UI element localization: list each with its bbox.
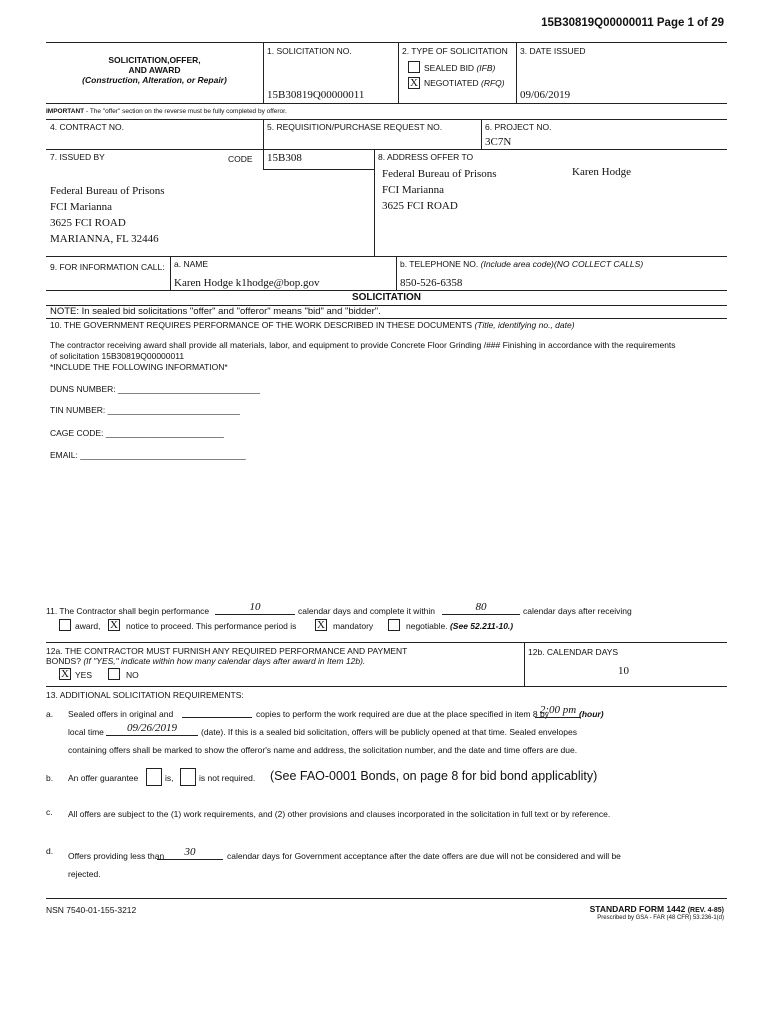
notice-to-proceed-checkbox[interactable]: X	[108, 619, 120, 631]
work-description-label-text: 10. THE GOVERNMENT REQUIRES PERFORMANCE OF THE WORK DESCRIBED IN THESE DOCUMENTS	[50, 320, 473, 330]
rule	[263, 119, 264, 149]
form-title	[46, 55, 263, 85]
bonds-question-line: 12a. THE CONTRACTOR MUST FURNISH ANY REQUIRED PERFORMANCE AND PAYMENT	[46, 646, 408, 656]
item-letter: b.	[46, 773, 54, 783]
item-letter: c.	[46, 807, 53, 817]
copies-text: copies to perform the work required are due at the place specified in item 8 by	[256, 709, 549, 719]
project-no-value: 3C7N	[485, 136, 512, 148]
rule	[398, 42, 399, 103]
negotiated-checkbox[interactable]: X	[408, 77, 420, 89]
important-bold: IMPORTANT	[46, 108, 85, 115]
rule	[46, 898, 727, 899]
offer-guarantee-text: An offer guarantee	[68, 773, 139, 783]
name-value: Karen Hodge k1hodge@bop.gov	[174, 277, 320, 289]
rule	[46, 103, 727, 104]
name-label: a. NAME	[174, 259, 209, 269]
envelope-text: containing offers shall be marked to show the offeror's name and address, the solicitation number, and the date and time offers are due.	[68, 745, 578, 755]
rule	[516, 42, 517, 103]
rule	[46, 642, 727, 643]
item-letter: a.	[46, 709, 54, 719]
description-line: of solicitation 15B30819Q00000011	[50, 351, 185, 361]
bonds-yes-label: YES	[75, 670, 93, 680]
code-value: 15B308	[267, 152, 302, 164]
info-call-label: 9. FOR INFORMATION CALL:	[50, 262, 165, 272]
guarantee-is-label: is,	[165, 773, 174, 783]
sealed-bid-abbr: (IFB)	[476, 63, 496, 73]
negotiable-text: negotiable.	[406, 621, 448, 631]
address-line: 3625 FCI ROAD	[382, 200, 458, 212]
solicitation-heading: SOLICITATION	[351, 292, 422, 303]
performance-receiving-text: calendar days after receiving	[523, 606, 632, 616]
local-time-label: local time	[68, 727, 104, 737]
negotiated-text: NEGOTIATED	[424, 78, 479, 88]
bond-note: (See FAO-0001 Bonds, on page 8 for bid bond applicablity)	[270, 769, 598, 783]
rule	[263, 169, 374, 170]
rejected-text: rejected.	[68, 869, 101, 879]
address-offer-lines	[382, 166, 497, 214]
copies-blank	[182, 705, 252, 718]
calendar-days-label: 12b. CALENDAR DAYS	[528, 647, 619, 657]
award-label: award,	[75, 621, 101, 631]
cage-code: CAGE CODE: _________________________	[50, 428, 224, 438]
duns-number: DUNS NUMBER: ______________________________	[50, 384, 260, 394]
important-text: - The "offer" section on the reverse must be fully completed by offeror.	[84, 108, 287, 115]
form-revision: (REV. 4-85)	[687, 907, 724, 914]
calendar-days-value: 10	[618, 665, 629, 677]
telephone-note: (Include area code)(NO COLLECT CALLS)	[480, 259, 644, 269]
bonds-question-italic: (If "YES," indicate within how many calendar days after award in Item 12b).	[83, 656, 366, 666]
date-issued-value: 09/06/2019	[520, 89, 571, 101]
page-header	[541, 17, 724, 29]
guarantee-not-label: is not required.	[199, 773, 256, 783]
due-time: 2:00 pm	[535, 705, 581, 718]
sealed-bid-text: (date). If this is a sealed bid solicitation, offers will be publicly opened at that time. Sealed envelopes	[201, 727, 577, 737]
mandatory-checkbox[interactable]: X	[315, 619, 327, 631]
form-number-text: STANDARD FORM 1442	[589, 904, 686, 914]
address-line: Federal Bureau of Prisons	[382, 168, 497, 180]
bonds-question-text: BONDS?	[46, 656, 81, 666]
address-line: MARIANNA, FL 32446	[50, 233, 159, 245]
project-no-label: 6. PROJECT NO.	[485, 122, 552, 132]
negotiated-abbr: (RFQ)	[481, 78, 505, 88]
complete-days: 80	[442, 602, 520, 615]
nsn-number: NSN 7540-01-155-3212	[46, 905, 137, 915]
form-title-line: (Construction, Alteration, or Repair)	[82, 75, 227, 85]
date-issued-label: 3. DATE ISSUED	[520, 46, 586, 56]
rule	[46, 318, 727, 319]
page-id: 15B30819Q00000011	[541, 17, 654, 29]
solicitation-no-label: 1. SOLICITATION NO.	[267, 46, 352, 56]
due-date: 09/26/2019	[106, 723, 198, 736]
form-title-line: AND AWARD	[128, 65, 181, 75]
rule	[46, 149, 727, 150]
prescribed-by: Prescribed by GSA - FAR (48 CFR) 53.236-1(d)	[597, 915, 724, 921]
negotiable-checkbox[interactable]	[388, 619, 400, 631]
performance-complete-text: calendar days and complete it within	[298, 606, 436, 616]
tin-number: TIN NUMBER: ____________________________	[50, 405, 240, 415]
rule	[374, 149, 375, 256]
address-line: Federal Bureau of Prisons	[50, 185, 165, 197]
offers-less-text: Offers providing less than	[68, 851, 165, 861]
solicitation-type-label: 2. TYPE OF SOLICITATION	[402, 46, 508, 56]
negotiable-reference: (See 52.211-10.)	[449, 621, 514, 631]
telephone-label	[400, 259, 643, 269]
begin-days: 10	[215, 602, 295, 615]
address-line: 3625 FCI ROAD	[50, 217, 126, 229]
description-line: The contractor receiving award shall provide all materials, labor, and equipment to provide Concrete Floor Grinding /### Finishing in accordance with the requirements	[50, 340, 676, 350]
rule	[263, 42, 264, 103]
bonds-no-label: NO	[126, 670, 139, 680]
additional-requirements-label: 13. ADDITIONAL SOLICITATION REQUIREMENTS:	[46, 690, 244, 700]
form-title-line: SOLICITATION,OFFER,	[108, 55, 201, 65]
issued-by-address	[50, 183, 165, 247]
rule	[524, 642, 525, 686]
negotiated-label	[424, 78, 505, 88]
award-checkbox[interactable]	[59, 619, 71, 631]
page-number: Page 1 of 29	[656, 17, 724, 29]
address-offer-label: 8. ADDRESS OFFER TO	[378, 152, 474, 162]
rule	[263, 149, 264, 169]
rule	[396, 256, 397, 290]
offers-subject-text: All offers are subject to the (1) work requirements, and (2) other provisions and clauses incorporated in the solicitation in full text or by reference.	[68, 809, 611, 819]
address-line: FCI Marianna	[382, 184, 445, 196]
bonds-no-checkbox[interactable]	[108, 668, 120, 680]
form-number	[590, 904, 724, 914]
mandatory-label: mandatory	[333, 621, 374, 631]
work-description-label-italic: (Title, identifying no., date)	[474, 320, 575, 330]
requisition-no-label: 5. REQUISITION/PURCHASE REQUEST NO.	[267, 122, 443, 132]
performance-begin-text: 11. The Contractor shall begin performance	[46, 606, 210, 616]
description-line: *INCLUDE THE FOLLOWING INFORMATION*	[50, 362, 228, 372]
sealed-bid-checkbox[interactable]	[408, 61, 420, 73]
rule	[170, 256, 171, 290]
contract-no-label: 4. CONTRACT NO.	[50, 122, 124, 132]
sealed-offers-text: Sealed offers in original and	[68, 709, 174, 719]
important-note	[46, 108, 287, 115]
solicitation-note: NOTE: In sealed bid solicitations "offer" and "offeror" means "bid" and "bidder".	[50, 306, 381, 317]
acceptance-days: 30	[157, 847, 223, 860]
bonds-question	[46, 646, 407, 666]
telephone-value: 850-526-6358	[400, 277, 463, 289]
sealed-bid-text: SEALED BID	[424, 63, 475, 73]
rule	[46, 119, 727, 120]
rule	[46, 256, 727, 257]
work-description	[50, 340, 730, 373]
negotiable-label	[406, 621, 513, 631]
rule	[481, 119, 482, 149]
work-description-label	[50, 320, 575, 330]
solicitation-no-value: 15B30819Q00000011	[267, 89, 365, 101]
email-line: EMAIL: ___________________________________	[50, 450, 246, 460]
bonds-yes-checkbox[interactable]: X	[59, 668, 71, 680]
guarantee-not-checkbox[interactable]	[180, 768, 196, 786]
sealed-bid-label	[424, 63, 495, 73]
rule	[46, 686, 727, 687]
item-letter: d.	[46, 846, 54, 856]
guarantee-is-checkbox[interactable]	[146, 768, 162, 786]
rule	[46, 42, 727, 43]
acceptance-text: calendar days for Government acceptance after the date offers are due will not be considered and will be	[227, 851, 621, 861]
code-label: CODE	[228, 154, 253, 164]
address-offer-attention: Karen Hodge	[572, 166, 631, 178]
rule	[46, 290, 727, 291]
issued-by-label: 7. ISSUED BY	[50, 152, 105, 162]
address-line: FCI Marianna	[50, 201, 113, 213]
hour-label: (hour)	[579, 709, 604, 719]
notice-to-proceed-label: notice to proceed. This performance period is	[126, 621, 297, 631]
telephone-label-text: b. TELEPHONE NO.	[400, 259, 479, 269]
